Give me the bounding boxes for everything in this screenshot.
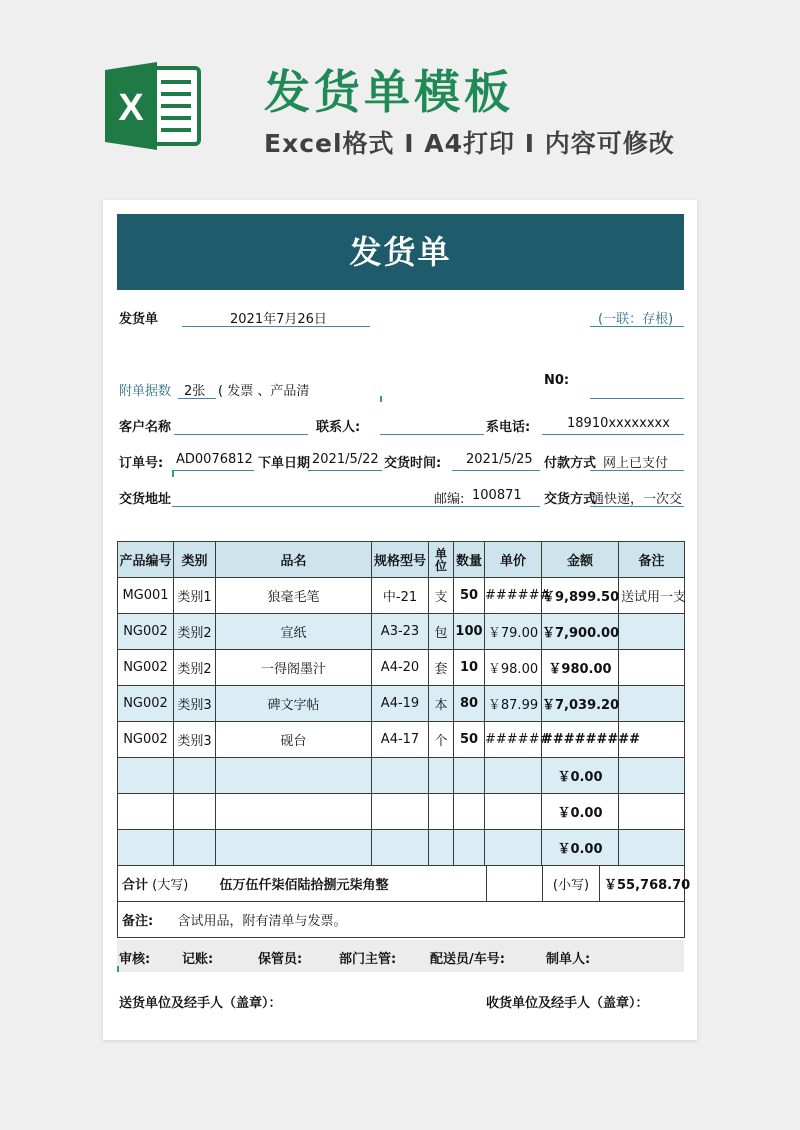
cell-price[interactable]: ######: [485, 578, 542, 614]
payment-value[interactable]: 网上已支付: [603, 456, 669, 471]
table-row: [118, 614, 685, 650]
attach-count[interactable]: 2张: [184, 384, 206, 399]
cell-amount[interactable]: ￥0.00: [542, 794, 619, 830]
cell-category[interactable]: 类别1: [174, 578, 216, 614]
cell-qty[interactable]: 10: [454, 650, 485, 686]
cell-name[interactable]: [216, 830, 372, 866]
cell-spec[interactable]: A3-23: [372, 614, 429, 650]
items-table: [117, 541, 685, 866]
cell-category[interactable]: [174, 830, 216, 866]
excel-logo-icon: [103, 60, 203, 152]
delivery-label: 交货方式: [544, 492, 597, 507]
attach-label: 附单据数: [119, 384, 172, 399]
cell-remark[interactable]: 送试用一支: [619, 578, 685, 614]
cell-code[interactable]: MG001: [118, 578, 174, 614]
postcode-value[interactable]: 100871: [472, 488, 522, 503]
cell-amount[interactable]: ￥0.00: [542, 758, 619, 794]
remark-text[interactable]: 含试用品，附有清单与发票。: [216, 902, 685, 938]
cell-name[interactable]: 砚台: [216, 722, 372, 758]
header-unit-price: 单价: [485, 542, 542, 578]
sign-manager: 部门主管:: [339, 952, 397, 967]
cell-price[interactable]: [485, 758, 542, 794]
cell-qty[interactable]: 100: [454, 614, 485, 650]
header-unit: 单位: [429, 542, 454, 578]
cell-name[interactable]: 碑文字帖: [216, 686, 372, 722]
cell-code[interactable]: [118, 794, 174, 830]
cell-code[interactable]: NG002: [118, 686, 174, 722]
cell-remark[interactable]: [619, 614, 685, 650]
table-row: [118, 794, 685, 830]
total-row: [118, 866, 685, 902]
cell-code[interactable]: NG002: [118, 722, 174, 758]
cell-amount[interactable]: ￥980.00: [542, 650, 619, 686]
page-subtitle: Excel格式 I A4打印 I 内容可修改: [264, 129, 675, 158]
totals-table: [117, 865, 691, 938]
cell-code[interactable]: [118, 830, 174, 866]
address-label: 交货地址: [119, 492, 172, 507]
cell-amount[interactable]: #########: [542, 722, 619, 758]
table-row: [118, 758, 685, 794]
cell-amount[interactable]: ￥9,899.50: [542, 578, 619, 614]
table-row: [118, 722, 685, 758]
cell-name[interactable]: 狼毫毛笔: [216, 578, 372, 614]
table-row: [118, 650, 685, 686]
cell-category[interactable]: 类别2: [174, 650, 216, 686]
lower-label: (小写): [543, 866, 600, 902]
cell-unit[interactable]: [429, 794, 454, 830]
cell-price[interactable]: ######: [485, 722, 542, 758]
header-product-name: 品名: [216, 542, 372, 578]
header-quantity: 数量: [454, 542, 485, 578]
remark-row: [118, 902, 685, 938]
cell-unit[interactable]: 支: [429, 578, 454, 614]
receiver-stamp: 收货单位及经手人（盖章）：: [486, 996, 649, 1011]
header-category: 类别: [174, 542, 216, 578]
sender-stamp: 送货单位及经手人（盖章）：: [119, 996, 282, 1011]
cell-unit[interactable]: 本: [429, 686, 454, 722]
cell-price[interactable]: ￥87.99: [485, 686, 542, 722]
total-amount-upper[interactable]: 伍万伍仟柒佰陆拾捌元柒角整: [216, 866, 487, 902]
table-row: [118, 578, 685, 614]
ship-time[interactable]: 2021/5/25: [466, 452, 533, 467]
sign-audit: 审核:: [119, 952, 151, 967]
logo-letter: X: [118, 87, 144, 129]
cell-category[interactable]: [174, 758, 216, 794]
cell-category[interactable]: [174, 794, 216, 830]
table-row: [118, 830, 685, 866]
delivery-value[interactable]: 通快递，一次交: [591, 492, 683, 507]
header-amount: 金额: [542, 542, 619, 578]
cell-remark[interactable]: [619, 830, 685, 866]
cell-code[interactable]: NG002: [118, 650, 174, 686]
order-date-label: 下单日期: [258, 456, 311, 471]
cell-qty[interactable]: [454, 758, 485, 794]
ship-time-label: 交货时间:: [384, 456, 442, 471]
page-title: 发货单模板: [264, 65, 514, 119]
number-label: N0:: [544, 373, 570, 388]
sign-courier: 配送员/车号:: [430, 952, 505, 967]
cell-category[interactable]: 类别3: [174, 686, 216, 722]
cell-category[interactable]: 类别2: [174, 614, 216, 650]
total-label: 合计: [122, 878, 149, 893]
cell-unit[interactable]: 套: [429, 650, 454, 686]
contact-label: 联系人:: [316, 420, 361, 435]
cell-price[interactable]: [485, 830, 542, 866]
cell-qty[interactable]: 50: [454, 578, 485, 614]
invoice-banner-title: 发货单: [117, 214, 684, 290]
cell-remark[interactable]: [619, 650, 685, 686]
cell-spec[interactable]: A4-19: [372, 686, 429, 722]
cell-spec[interactable]: [372, 794, 429, 830]
cell-qty[interactable]: 50: [454, 722, 485, 758]
cell-spec[interactable]: A4-20: [372, 650, 429, 686]
cell-name[interactable]: [216, 758, 372, 794]
cell-unit[interactable]: 个: [429, 722, 454, 758]
cell-spec[interactable]: [372, 758, 429, 794]
cell-unit[interactable]: [429, 830, 454, 866]
total-amount-lower[interactable]: ￥55,768.70: [600, 866, 685, 902]
cell-category[interactable]: 类别3: [174, 722, 216, 758]
cell-unit[interactable]: 包: [429, 614, 454, 650]
cell-price[interactable]: ￥98.00: [485, 650, 542, 686]
signature-row: [117, 940, 684, 972]
cell-name[interactable]: 宣纸: [216, 614, 372, 650]
cell-spec[interactable]: 中-21: [372, 578, 429, 614]
order-label: 订单号:: [119, 456, 164, 471]
upper-label: (大写): [152, 878, 189, 893]
header-remark: 备注: [619, 542, 685, 578]
phone-label: 系电话:: [486, 420, 531, 435]
cell-amount[interactable]: ￥7,900.00: [542, 614, 619, 650]
header-product-code: 产品编号: [118, 542, 174, 578]
cell-amount[interactable]: ￥0.00: [542, 830, 619, 866]
header-spec: 规格型号: [372, 542, 429, 578]
attach-note: ( 发票 、产品清: [218, 384, 310, 399]
order-date[interactable]: 2021/5/22: [312, 452, 379, 467]
cell-code[interactable]: NG002: [118, 614, 174, 650]
cell-qty[interactable]: [454, 794, 485, 830]
cell-spec[interactable]: [372, 830, 429, 866]
cell-price[interactable]: ￥79.00: [485, 614, 542, 650]
customer-label: 客户名称: [119, 420, 172, 435]
phone-value[interactable]: 18910xxxxxxxx: [567, 416, 670, 431]
cell-spec[interactable]: A4-17: [372, 722, 429, 758]
remark-label: 备注:: [118, 902, 216, 938]
table-row: [118, 686, 685, 722]
sign-keeper: 保管员:: [258, 952, 303, 967]
cell-unit[interactable]: [429, 758, 454, 794]
cell-name[interactable]: 一得阁墨汁: [216, 650, 372, 686]
cell-remark[interactable]: [619, 686, 685, 722]
postcode-label: 邮编:: [434, 492, 465, 507]
cell-qty[interactable]: [454, 830, 485, 866]
cell-price[interactable]: [485, 794, 542, 830]
doc-date[interactable]: 2021年7月26日: [230, 312, 327, 327]
cell-qty[interactable]: 80: [454, 686, 485, 722]
doc-label: 发货单: [119, 312, 159, 327]
payment-label: 付款方式: [544, 456, 597, 471]
sign-accounting: 记账:: [182, 952, 214, 967]
cell-code[interactable]: [118, 758, 174, 794]
sign-maker: 制单人:: [546, 952, 591, 967]
table-header-row: [118, 542, 685, 578]
cell-name[interactable]: [216, 794, 372, 830]
cell-remark[interactable]: [619, 758, 685, 794]
cell-remark[interactable]: [619, 794, 685, 830]
copy-note: (一联：存根): [598, 312, 674, 327]
order-number[interactable]: AD0076812: [176, 452, 253, 467]
cell-amount[interactable]: ￥7,039.20: [542, 686, 619, 722]
